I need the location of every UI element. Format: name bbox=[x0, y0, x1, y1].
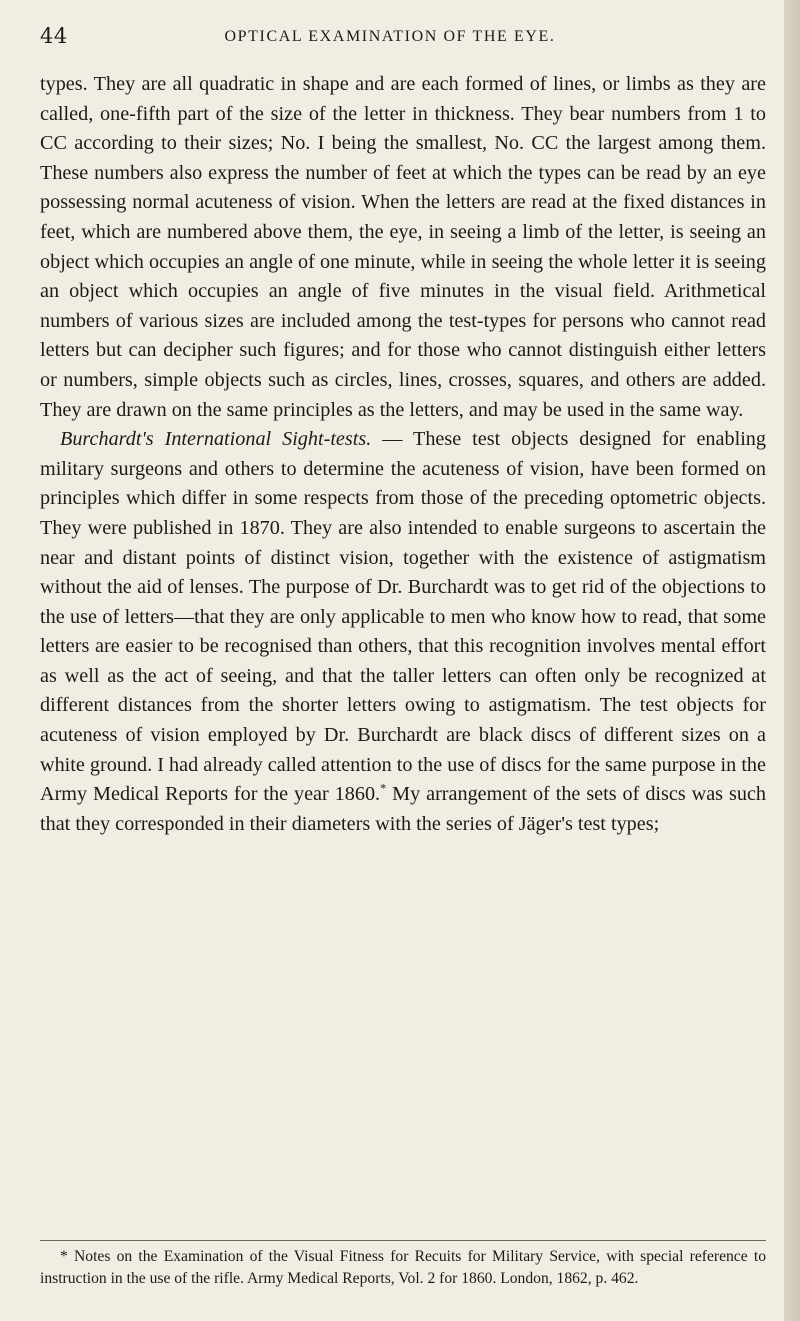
page-header bbox=[40, 24, 740, 52]
footnote: * Notes on the Examination of the Visual Fitness for Recuits for Military Service, with special reference to instruction in the use of the rifle. Army Medical Reports, Vol. 2 for 1860. London, 1862, p. 462. bbox=[40, 1248, 766, 1287]
paragraph-text: — These test objects designed for enabling military surgeons and others to determine the acuteness of vision, have been formed on principles which differ in some respects from those of the preceding optometric objects. They were published in 1870. They are also intended to enable surgeons to ascertain the near and distant points of distinct vision, together with the existence of astigmatism without the aid of lenses. The purpose of Dr. Burchardt was to get rid of the objections to the use of letters—that they are only applicable to men who know how to read, that some letters are easier to be recognised than others, that this recognition involves mental effort as well as the act of seeing, and that the taller letters can often only be recognized at different distances from the shorter letters owing to astigmatism. The test objects for acuteness of vision employed by Dr. Burchardt are black discs of different sizes on a white ground. I had already called attention to the use of discs for the same purpose in the Army Medical Reports for the year 1860. bbox=[40, 428, 766, 806]
paragraph bbox=[40, 70, 766, 425]
paragraph-text: types. They are all quadratic in shape and are each formed of lines, or limbs as they are called, one-fifth part of the size of the letter in thickness. They bear numbers from 1 to CC according to their sizes; No. I being the smallest, No. CC the largest among them. These numbers also express the number of feet at which the types can be read by an eye possessing normal acuteness of vision. When the letters are read at the fixed distances in feet, which are numbered above them, the eye, in seeing a limb of the letter, is seeing an object which occupies an angle of one minute, while in seeing the whole letter it is seeing an object which occupies an angle of five minutes in the visual field. Arithmetical numbers of various sizes are included among the test-types for persons who cannot read letters but can decipher such figures; and for those who cannot distinguish either letters or numbers, simple objects such as circles, lines, crosses, squares, and others are added. They are drawn on the same principles as the letters, and may be used in the same way. bbox=[40, 73, 766, 421]
paragraph bbox=[40, 425, 766, 839]
footnote-marker: * bbox=[380, 781, 387, 796]
page-edge bbox=[784, 0, 800, 1321]
body-text bbox=[40, 70, 766, 839]
paragraph-text-continued: My arrangement of the sets of discs was such that they corresponded in their diameters with the series of Jäger's test types; bbox=[40, 783, 766, 835]
section-heading: Burchardt's International Sight-tests. bbox=[60, 428, 372, 451]
running-head: OPTICAL EXAMINATION OF THE EYE. bbox=[224, 28, 556, 45]
page-number: 44 bbox=[40, 24, 68, 48]
footnote-divider bbox=[40, 1240, 766, 1241]
